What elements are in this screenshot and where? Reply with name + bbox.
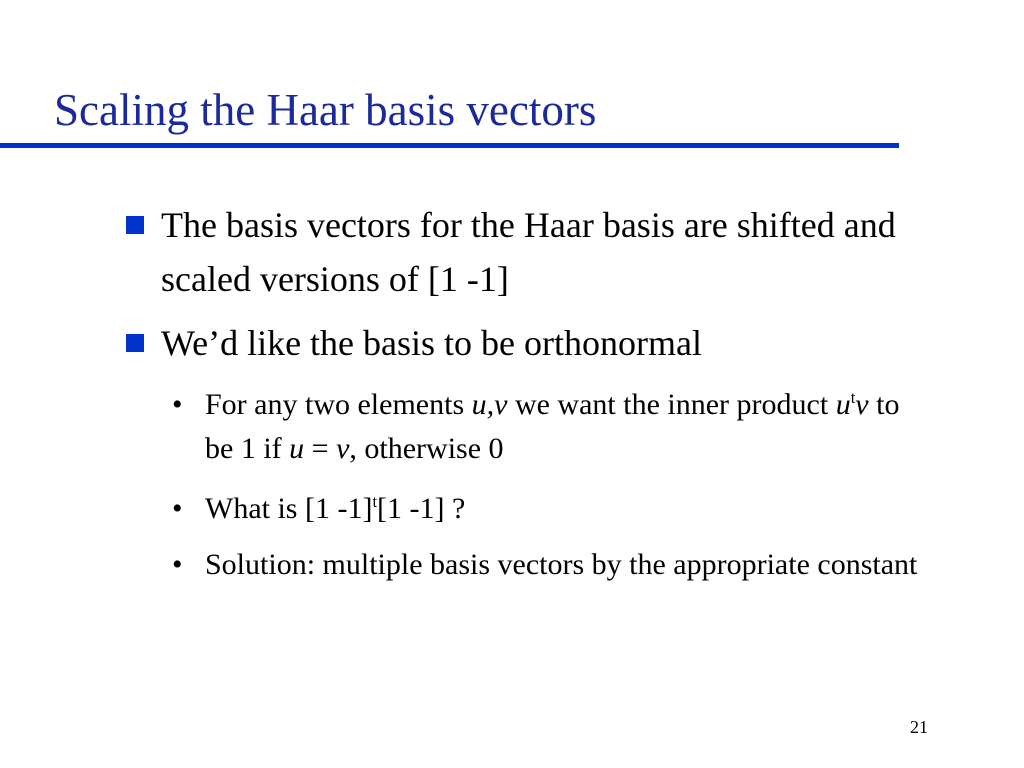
- page-number: 21: [910, 717, 928, 737]
- sub-bullet-item: [172, 487, 925, 531]
- sub-bullet-text: Solution: multiple basis vectors by the appropriate constant: [205, 548, 918, 581]
- sub-bullet-item: [172, 543, 925, 587]
- bullet-item: [161, 316, 921, 370]
- sub-bullet-text: What is [1 -1]$^t$[1 -1] ?: [205, 492, 466, 525]
- bullet-text: We’d like the basis to be orthonormal: [161, 323, 702, 363]
- title-underline: [0, 143, 899, 148]
- sub-bullet-text: For any two elements u,v we want the inner product $u^tv$ to be 1 if u = v, otherwise 0: [205, 388, 900, 465]
- square-bullet-icon: [126, 216, 144, 234]
- square-bullet-icon: [126, 334, 144, 352]
- bullet-item: [161, 198, 921, 306]
- sub-bullet-item: [172, 383, 925, 471]
- dot-bullet-icon: •: [172, 492, 183, 525]
- dot-bullet-icon: •: [172, 548, 183, 581]
- dot-bullet-icon: •: [172, 388, 183, 421]
- bullet-text: The basis vectors for the Haar basis are shifted and scaled versions of [1 -1]: [161, 205, 896, 299]
- slide-title: Scaling the Haar basis vectors: [54, 85, 597, 135]
